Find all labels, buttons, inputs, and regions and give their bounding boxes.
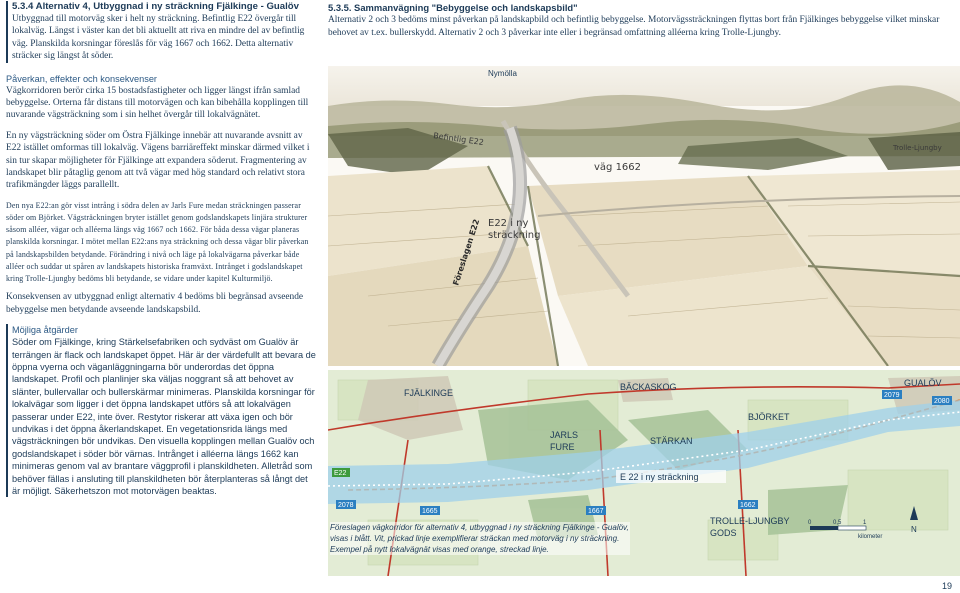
impact-paragraph-2: En ny vägsträckning söder om Östra Fjälkinge innebär att nuvarande avsnitt av E22 istället omformas till lokalväg. Vägens barriäreffekt minskar därmed vilket i sin tur skapar möjligheter för Fjälkinge att expandera söderut. Fragmentering av landskapet blir påtaglig genom att två vägar med hög standard och relativt stora trafikmängder läggs parallellt. [6,130,310,191]
page-number: 19 [941,581,952,591]
town-label: BÄCKASKOG [620,382,677,392]
landscape-sketch [328,66,960,366]
scale-label: 1 [863,520,867,526]
road-shield-label: 1662 [740,502,756,509]
section-5-3-5-title: 5.3.5. Sammanvägning "Bebyggelse och landskapsbild" [328,2,578,13]
road-shield-label: 1665 [422,508,438,515]
left-column [6,0,318,497]
town-label: GUALÖV [904,378,942,388]
road-shield-label: 2078 [338,502,354,509]
label-vag-1662: väg 1662 [594,162,642,173]
label-foreslagen-e22: Föreslagen E22 [451,218,482,287]
section-5-3-5-text: Alternativ 2 och 3 bedöms minst påverkan på landskapbild och befintlig bebyggelse. Motorvägssträckningen flyttas bort från Fjälkinges bebyggelse vilket minskar behovet av t.ex. bullerskydd. Alternativ 2 och 3 påverkar inte eller i begränsad omfattning alléerna kring Trolle-Ljungby. [328,15,940,38]
section-5-3-4 [6,1,318,63]
sketch-illustration [328,66,960,366]
measures-heading: Möjliga åtgärder [12,325,78,336]
label-befintlig-e22: Befintlig E22 [432,131,485,148]
label-e22-ny-line2: sträckning [488,230,541,241]
town-label: JARLS [550,430,579,440]
impact-heading: Påverkan, effekter och konsekvenser [6,73,157,84]
corridor-label: E 22 i ny sträckning [620,472,699,482]
impact-block [6,73,318,316]
road-shield-label: 2080 [934,398,950,405]
right-column [328,0,948,39]
map-caption: Föreslagen vägkorridor för alternativ 4, utbyggnad i ny sträckning Fjälkinge - Gualöv, visas i blått. Vit, prickad linje exemplifierar sträckan med motorväg i ny sträckning. Exempel på nytt lokalvägnät visas med orange, streckad linje. [330,523,629,554]
scale-label: 0,5 [833,520,842,526]
town-label: GODS [710,528,737,538]
section-intro: Utbyggnad till motorväg sker i helt ny sträckning. Befintlig E22 övergår till lokalväg. Längst i väster kan det bli aktuellt att riva en mindre del av befintlig väg. Planskilda korsningar föreslås för väg 1667 och 1662. Detta alternativ sträcker sig längst åt söder. [12,14,305,62]
measures-block [6,324,318,497]
town-label: TROLLE-LJUNGBY [710,516,790,526]
impact-paragraph-1: Vägkorridoren berör cirka 15 bostadsfastigheter och ligger längst ifrån samlad bebyggelse. Orterna får distans till motorvägen och kan bibehålla kopplingen till nuvarande vägsträckning som i sin helhet övergår till lokalvägnätet. [6,85,309,121]
north-label: N [911,525,917,534]
label-trolle-ljungby: Trolle-Ljungby [893,144,942,152]
section-title: 5.3.4 Alternativ 4, Utbyggnad i ny sträckning Fjälkinge - Gualöv [12,1,299,12]
label-e22-ny-line1: E22 i ny [488,218,529,229]
scale-segment [810,526,838,530]
town-label: BJÖRKET [748,412,790,422]
scale-segment [838,526,866,530]
measures-text: Söder om Fjälkinge, kring Stärkelsefabriken och sydväst om Gualöv är terrängen är flack och landskapet öppet. Här är der värdefullt att bevara de öppna vyerna och väganläggningarna bör underordas det öppna landskapet. Profil och planlinjer ska väljas noggrant så att behovet av slänter, bullervallar och bullerskärmar minimeras. Planskilda korsningar för lokalvägar som ligger i det öppna landskapet utförs så att lokalvägen passerar under E22, inte över. Restytor riskerar att växa igen och bör undvikas i det öppna åkerlandskapet. En vegetationsrida längs med vägsträckningen bör undvikas. Den visuella kopplingen mellan Gualöv och godslandskapet i söder bör värnas. Intrånget i alléerna längs 1662 kan minimeras genom val av brantare väggprofil i planskildheten. Alletråd som behöver fällas i ansluting till planskildheten bör återplanteras så långt det är möjligt. Säkerhetszon mot motorvägen beaktas. [12,337,316,496]
road-shield-label: 2079 [884,392,900,399]
scale-label: 0 [808,520,812,526]
town-label: FJÄLKINGE [404,388,454,398]
town-label: FURE [550,442,575,452]
road-shield-label: 1667 [588,508,604,515]
road-shield-label: E22 [334,470,347,477]
scale-unit: kilometer [858,534,883,540]
impact-paragraph-3: Den nya E22:an gör visst intrång i södra delen av Jarls Fure medan sträckningen passerar söder om Björket. Vägsträckningen bryter istället genom godslandskapets linjära strukturer såsom alléer, vägar och alléerna längs väg 1667 och 1662. För båda dessa vägar planeras planskilda korsningar. I mötet mellan E22:ans nya sträckning och dessa vägar blir påverkan på landskapsbilden betydande. Förändring i nivå och läge på lokalvägarna påverkar både alléer och suddar ut spåren av landskapets historiska framväxt. Intrånget i godslandskapet kring Trolle-Ljungby bedöms bli betydande, se vidare under kapitel Kulturmiljö. [6,200,309,284]
town-label: STÄRKAN [650,436,693,446]
label-nymolla: Nymölla [488,69,517,78]
impact-paragraph-4: Konsekvensen av utbyggnad enligt alternativ 4 bedöms bli begränsad avseende bebyggelse men betydande avseende landskapsbild. [6,292,304,315]
